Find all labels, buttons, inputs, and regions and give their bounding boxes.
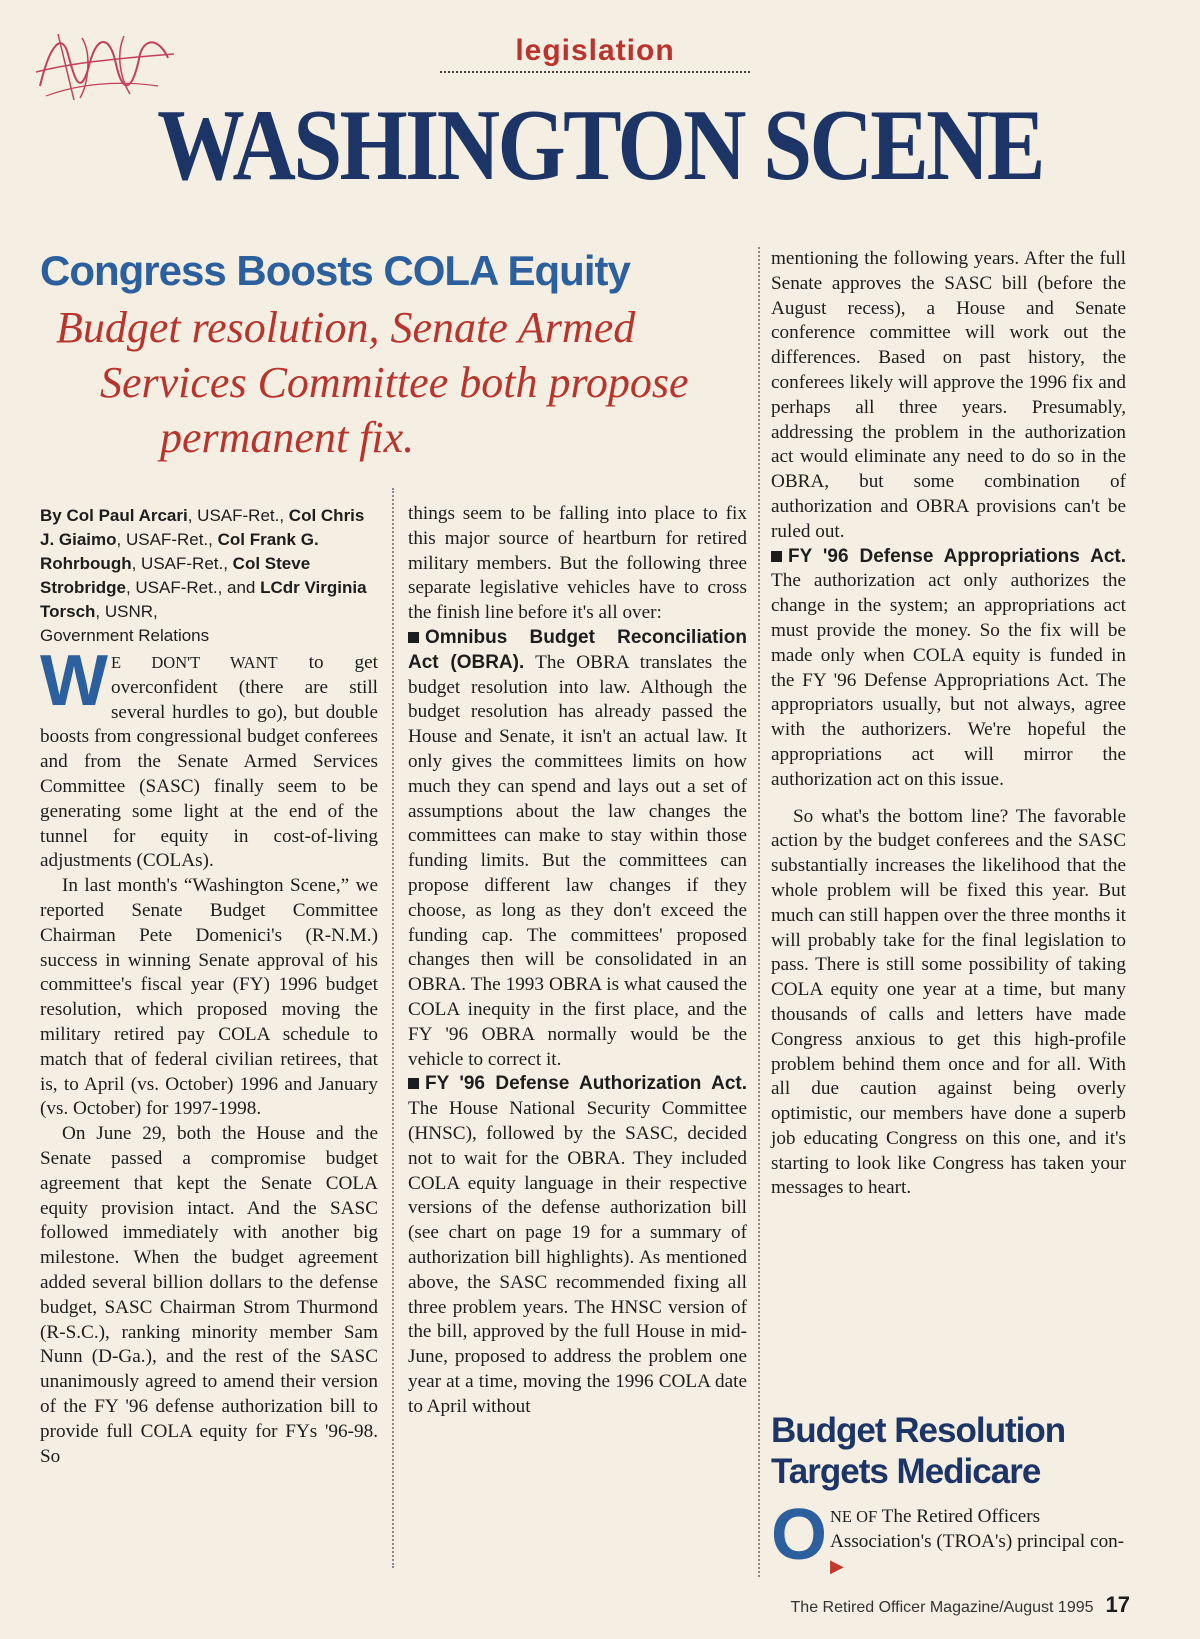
medicare-headline	[771, 1410, 1131, 1492]
author-name: Col Steve Strobridge	[40, 554, 311, 597]
magazine-credit: The Retired Officer Magazine/August 1995	[790, 1599, 1094, 1616]
section-label: legislation	[440, 34, 750, 73]
paragraph-text: The House National Security Committee (HNSC), followed by the SASC, decided not to wait for the OBRA. They included COLA equity language in their respective versions of the defense authorization bill (see chart on page 19 for a summary of authorization bill highlights). As mentioned above, the SASC recommended fixing all three problem years. The HNSC version of the bill, approved by the full House in mid-June, proposed to address the problem one year at a time, moving the 1996 COLA date to April without	[408, 1098, 747, 1417]
bullet-square-icon	[408, 1078, 419, 1089]
article-column-3	[771, 247, 1126, 1201]
paragraph-text: to get overconfident (there are still several hurdles to go), but double boosts from congressional budget conferees and from the Senate Armed Services Committee (SASC) finally seem to be generating some light at the end of the tunnel for equity in cost-of-living adjustments (COLAs).	[40, 652, 378, 872]
obra-paragraph	[408, 626, 747, 1072]
article-headline: Congress Boosts COLA Equity	[40, 247, 630, 294]
article-column-1	[40, 641, 378, 1469]
lead-in-smallcaps: E DON'T WANT	[110, 653, 278, 672]
paragraph-text: The Retired Officers Association's (TROA's) principal con-	[830, 1506, 1125, 1552]
byline-department: Government Relations	[40, 626, 210, 645]
paragraph-text: The authorization act only authorizes the change in the system; an appropriations act must provide the money. So the fix will be made only when COLA equity is funded in the FY '96 Defense Appropriations Act. The appropriators usually, but not always, agree with the authorizers. We're hopeful the appropriations act will mirror the authorization act on this issue.	[771, 570, 1126, 790]
medicare-lead-paragraph	[771, 1495, 1131, 1579]
author-name: Col Chris J. Giaimo	[40, 506, 365, 549]
column-divider	[392, 488, 394, 1568]
article-paragraph: In last month's “Washington Scene,” we reported Senate Budget Committee Chairman Pete Domenici's (R-N.M.) success in winning Senate approval of his committee's fiscal year (FY) 1996 budget resolution, which proposed moving the military retired pay COLA schedule to match that of federal civilian retirees, that is, to April (vs. October) 1996 and January (vs. October) for 1997-1998.	[40, 875, 378, 1120]
page-footer	[770, 1592, 1130, 1618]
bullet-square-icon	[408, 632, 419, 643]
subhead-appropriations: FY '96 Defense Appropriations Act.	[788, 545, 1126, 567]
lead-in-smallcaps: NE OF	[830, 1507, 878, 1526]
headline-line: Budget Resolution	[771, 1411, 1066, 1450]
page-number: 17	[1105, 1592, 1130, 1617]
headline-line: Targets Medicare	[771, 1452, 1041, 1491]
article-column-2	[408, 502, 747, 1419]
article-paragraph: So what's the bottom line? The favorable action by the budget conferees and the SASC substantially increases the likelihood that the whole problem will be fixed this year. But much can still happen over the three months it will probably take for the final legislation to pass. There is still some possibility of taking COLA equity one year at a time, but many thousands of calls and letters have made Congress anxious to get this high-profile problem behind them once and for all. With all due caution against being overly optimistic, our members have done a superb job educating Congress on this one, and it's starting to look like Congress has taken your messages to heart.	[771, 805, 1126, 1199]
column-divider	[758, 247, 760, 1577]
deck-line: Services Committee both propose	[100, 358, 689, 407]
author-rank: , USAF-Ret.,	[116, 530, 218, 549]
drop-cap: O	[771, 1495, 828, 1575]
author-name: Col Frank G. Rohrbough	[40, 530, 319, 573]
article-paragraph: On June 29, both the House and the Senate passed a compromise budget agreement that kept the Senate COLA equity provision intact. And the SASC followed immediately with another big milestone. When the budget agreement added several billion dollars to the defense budget, SASC Chairman Strom Thurmond (R-S.C.), ranking minority member Sam Nunn (D-Ga.), and the rest of the SASC unanimously agreed to amend their version of the FY '96 defense authorization bill to provide full COLA equity for FYs '96-98. So	[40, 1123, 378, 1467]
author-rank: , USAF-Ret.,	[131, 554, 233, 573]
article-paragraph: things seem to be falling into place to fix this major source of heartburn for retired military members. But the following three separate legislative vehicles have to cross the finish line before it's all over:	[408, 503, 747, 624]
appropriations-paragraph	[771, 545, 1126, 793]
article-deck	[40, 300, 760, 465]
subhead-obra: Omnibus Budget Reconciliation Act (OBRA).	[408, 626, 747, 673]
article-paragraph: mentioning the following years. After the full Senate approves the SASC bill (before the August recess), a House and Senate conference committee will work out the differences. Based on past history, the conferees likely will approve the 1996 fix and perhaps all three years. Presumably, addressing the problem in the authorization act would eliminate any need to do so in the OBRA, but some combination of authorization and OBRA provisions can't be ruled out.	[771, 248, 1126, 542]
arrow-right-icon: ▶	[830, 1555, 844, 1577]
deck-line: Budget resolution, Senate Armed	[56, 303, 636, 352]
masthead-title: WASHINGTON SCENE	[157, 89, 1043, 202]
bullet-square-icon	[771, 551, 782, 562]
subhead-authorization: FY '96 Defense Authorization Act.	[425, 1073, 747, 1095]
drop-cap: W	[40, 641, 108, 721]
author-rank: , USNR,	[95, 602, 158, 621]
author-name: LCdr Virginia Torsch	[40, 578, 367, 621]
author-rank: , USAF-Ret., and	[125, 578, 261, 597]
author-rank: , USAF-Ret.,	[187, 506, 289, 525]
author-name: Col Paul Arcari	[66, 506, 188, 525]
authorization-paragraph	[408, 1072, 747, 1419]
byline	[40, 504, 380, 648]
paragraph-text: The OBRA translates the budget resolution into law. Although the budget resolution has already passed the House and Senate, it isn't an actual law. It only gives the committees limits on how much they can spend and lays out a set of assumptions about the law changes the committees can make to stay within those funding limits. But the committees can propose different law changes if they choose, as long as they don't exceed the funding cap. The committees' proposed changes then will be consolidated in an OBRA. The 1993 OBRA is what caused the COLA inequity in the first place, and the FY '96 OBRA normally would be the vehicle to correct it.	[408, 651, 747, 1070]
byline-by: By	[40, 506, 62, 525]
deck-line: permanent fix.	[160, 413, 415, 462]
article-paragraph	[40, 641, 378, 874]
